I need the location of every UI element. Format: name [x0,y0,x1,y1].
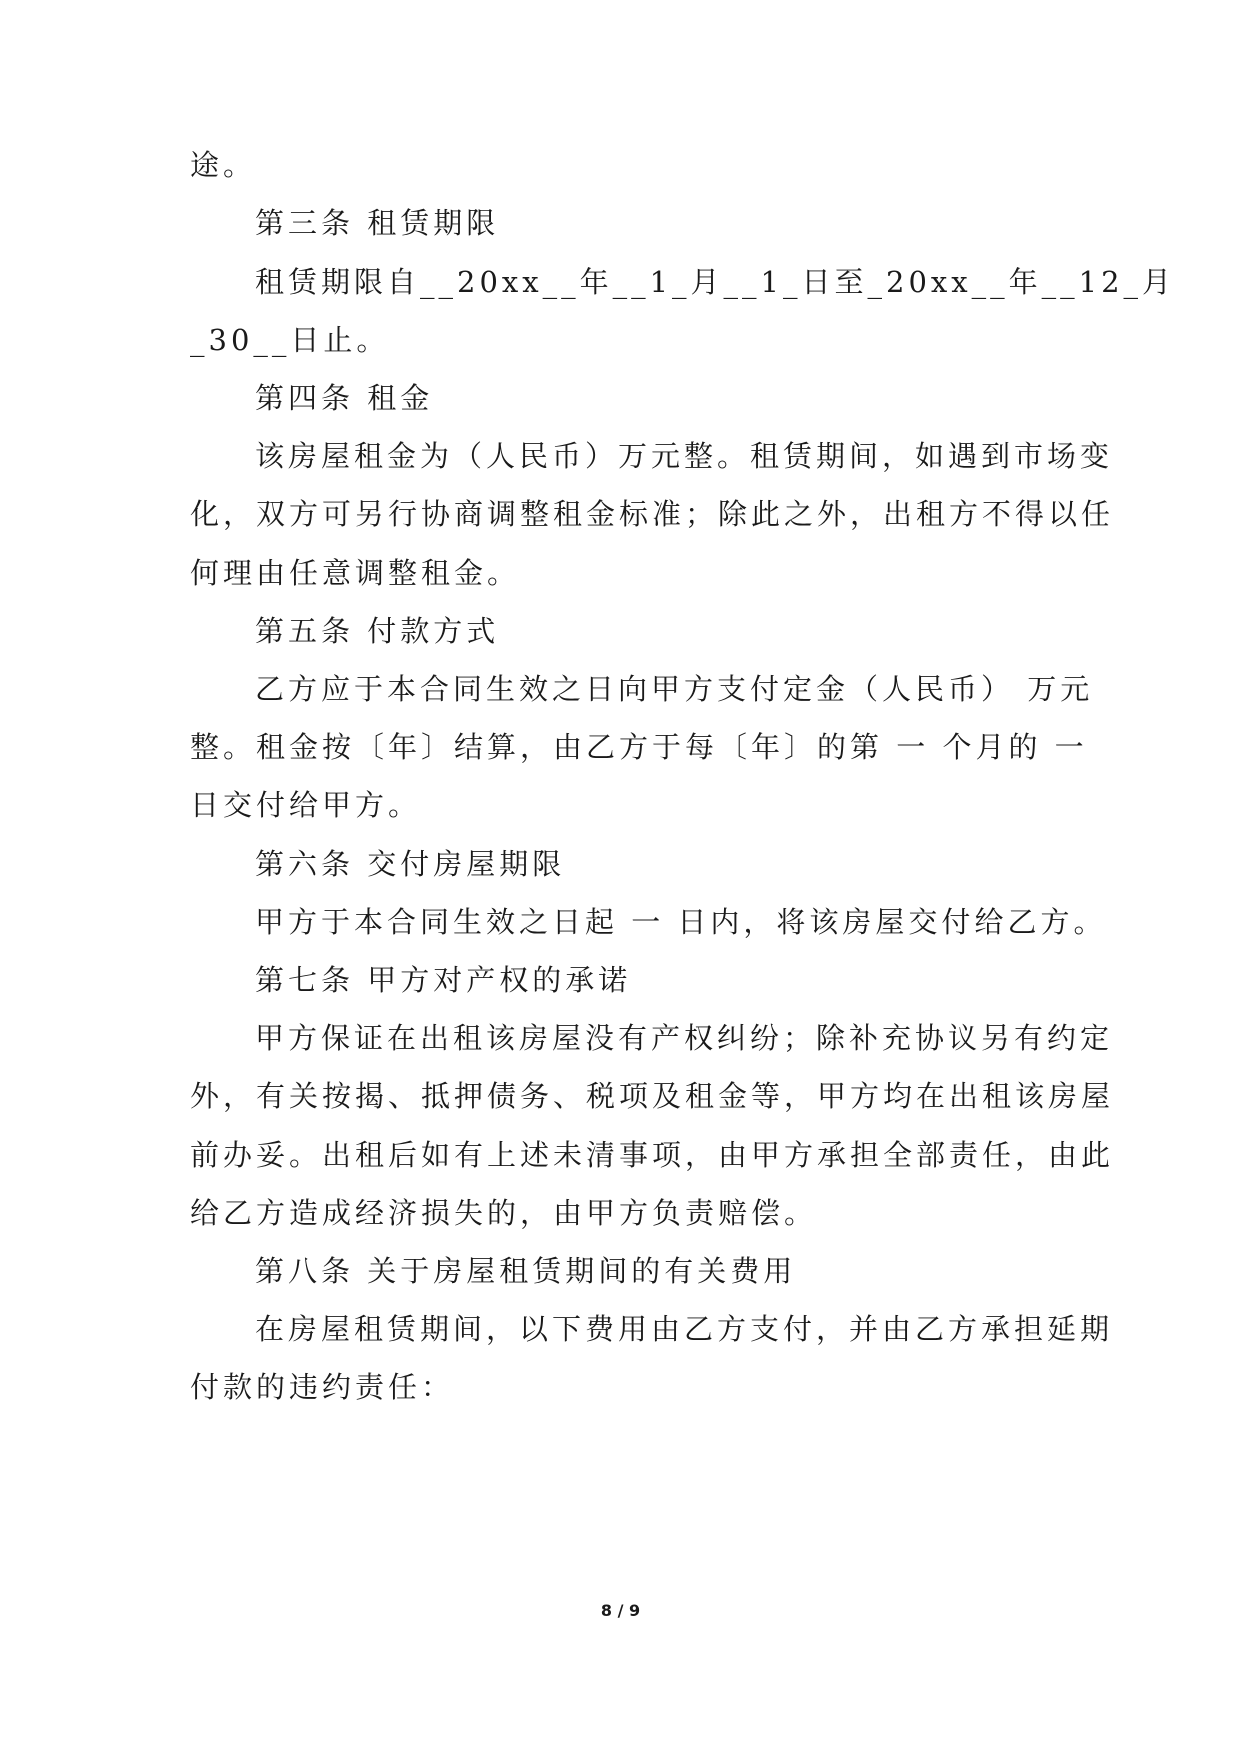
text-line: 甲方于本合同生效之日起 一 日内，将该房屋交付给乙方。 [255,905,1107,939]
text-line: 付款的违约责任： [190,1370,455,1404]
page-number: 8 / 9 [600,1601,641,1620]
text-line: 日交付给甲方。 [190,788,422,822]
text-line: 何理由任意调整租金。 [190,556,521,590]
text-line: 在房屋租赁期间，以下费用由乙方支付，并由乙方承担延期 [255,1312,1114,1346]
article-heading: 第五条 付款方式 [255,614,500,648]
text-line: 整。租金按〔年〕结算，由乙方于每〔年〕的第 一 个月的 一 [190,730,1088,764]
text-line: 乙方应于本合同生效之日向甲方支付定金（人民币） 万元 [255,672,1094,706]
text-line: 化，双方可另行协商调整租金标准；除此之外，出租方不得以任 [190,497,1115,531]
text-line: 租赁期限自__20xx__年__1_月__1_日至_20xx__年__12_月 [255,265,1176,299]
article-heading: 第三条 租赁期限 [255,206,500,240]
text-line: 外，有关按揭、抵押债务、税项及租金等，甲方均在出租该房屋 [190,1079,1115,1113]
text-line: 途。 [190,148,257,182]
text-line: 该房屋租金为（人民币）万元整。租赁期间，如遇到市场变 [255,439,1114,473]
text-line: _30__日止。 [190,323,390,357]
text-line: 给乙方造成经济损失的，由甲方负责赔偿。 [190,1196,818,1230]
article-heading: 第七条 甲方对产权的承诺 [255,963,632,997]
text-line: 前办妥。出租后如有上述未清事项，由甲方承担全部责任，由此 [190,1138,1115,1172]
article-heading: 第八条 关于房屋租赁期间的有关费用 [255,1254,797,1288]
text-line: 甲方保证在出租该房屋没有产权纠纷；除补充协议另有约定 [255,1021,1114,1055]
article-heading: 第六条 交付房屋期限 [255,847,566,881]
article-heading: 第四条 租金 [255,381,434,415]
